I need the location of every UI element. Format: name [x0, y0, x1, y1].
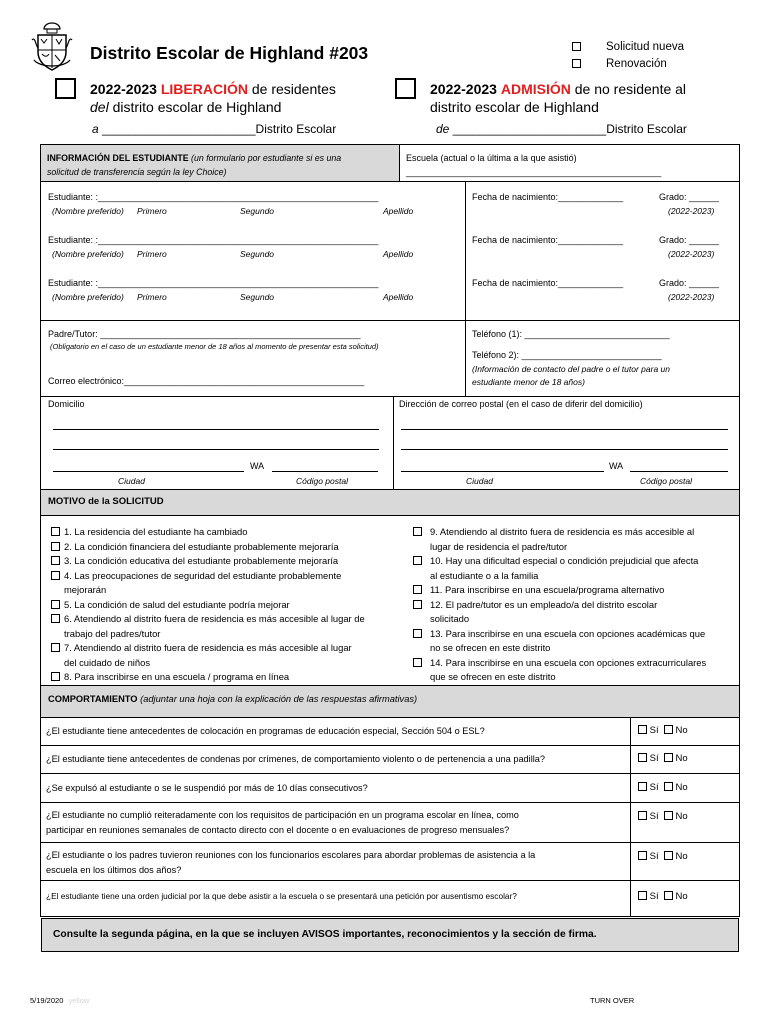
- notice-text: Consulte la segunda página, en la que se incluyen AVISOS importantes, reconocimientos y la sección de firma.: [53, 929, 597, 940]
- first-name-label: Primero: [137, 206, 167, 216]
- no-checkbox[interactable]: [664, 811, 673, 820]
- grade-year-label: (2022-2023): [668, 206, 715, 216]
- no-checkbox[interactable]: [664, 753, 673, 762]
- student-divider: [465, 181, 466, 320]
- mail-zip-line[interactable]: [630, 471, 728, 472]
- reason-item[interactable]: 14. Para inscribirse en una escuela con opciones extracurriculares que se ofrecen en este distrito: [413, 656, 735, 685]
- behavior-question: ¿El estudiante tiene una orden judicial por la que debe asistir a la escuela o se presentará una petición por ausentismo escolar?: [46, 891, 517, 901]
- release-district-line[interactable]: a _______________________Distrito Escolar: [92, 122, 337, 136]
- renewal-option[interactable]: Renovación: [572, 56, 684, 73]
- behavior-question: ¿El estudiante tiene antecedentes de condenas por crímenes, de comportamiento violento o de pertenencia a una padilla?: [46, 754, 546, 764]
- page-title: Distrito Escolar de Highland #203: [90, 43, 369, 63]
- guardian-divider: [465, 320, 466, 396]
- no-checkbox[interactable]: [664, 891, 673, 900]
- behavior-question: ¿El estudiante o los padres tuvieron reuniones con los funcionarios escolares para abordar problemas de asistencia a la escuela en los últimos dos años?: [46, 850, 536, 875]
- yes-checkbox[interactable]: [638, 725, 647, 734]
- grade-year-label: (2022-2023): [668, 292, 715, 302]
- release-title: 2022-2023 LIBERACIÓN de residentes del distrito escolar de Highland: [90, 81, 336, 115]
- reason-item[interactable]: 2. La condición financiera del estudiante probablemente mejoraría: [51, 540, 406, 555]
- admission-district-line[interactable]: de _______________________Distrito Escolar: [436, 122, 687, 136]
- grade-year-label: (2022-2023): [668, 249, 715, 259]
- reason-item[interactable]: 6. Atendiendo al distrito fuera de residencia es más accesible al lugar de trabajo del padres/tutor: [51, 612, 406, 641]
- yes-no-answer[interactable]: Sí No: [638, 725, 688, 736]
- first-name-label: Primero: [137, 292, 167, 302]
- reason-item[interactable]: 9. Atendiendo al distrito fuera de residencia es más accesible al lugar de residencia el padre/tutor: [413, 525, 735, 554]
- preferred-name-label: (Nombre preferido): [52, 249, 124, 259]
- reasons-heading: MOTIVO de la SOLICITUD: [48, 496, 164, 507]
- student-2-grade[interactable]: Grado: ______: [659, 235, 720, 245]
- preferred-name-label: (Nombre preferido): [52, 292, 124, 302]
- zip-label: Código postal: [640, 476, 692, 486]
- release-checkbox[interactable]: [55, 78, 76, 99]
- zip-label: Código postal: [296, 476, 348, 486]
- yes-no-answer[interactable]: Sí No: [638, 891, 688, 902]
- turn-over-label: TURN OVER: [590, 996, 635, 1005]
- address-city-line[interactable]: [53, 471, 244, 472]
- behavior-answer-divider: [630, 718, 631, 917]
- yes-no-answer[interactable]: Sí No: [638, 782, 688, 793]
- behavior-question: ¿El estudiante no cumplió reiteradamente con los requisitos de participación en un programa escolar en línea, como participar en reuniones semanales de contacto directo con el docente o en evaluaciones de progreso mensuales?: [46, 810, 519, 835]
- no-checkbox[interactable]: [664, 782, 673, 791]
- student-1-grade[interactable]: Grado: ______: [659, 192, 720, 202]
- reason-item[interactable]: 8. Para inscribirse en una escuela / programa en línea: [51, 670, 406, 685]
- last-name-label: Apellido: [383, 249, 414, 259]
- student-3-name[interactable]: Estudiante: :________________________________________________________: [48, 278, 379, 288]
- reason-item[interactable]: 10. Hay una dificultad especial o condición prejudicial que afecta al estudiante o a la familia: [413, 554, 735, 583]
- behavior-question: ¿El estudiante tiene antecedentes de colocación en programas de educación especial, Sección 504 o ESL?: [46, 726, 485, 736]
- reason-item[interactable]: 1. La residencia del estudiante ha cambiado: [51, 525, 406, 540]
- middle-name-label: Segundo: [240, 206, 275, 216]
- student-2-name[interactable]: Estudiante: :________________________________________________________: [48, 235, 379, 245]
- footer-date: 5/19/2020 yellow: [30, 996, 90, 1005]
- phone-note: (Información de contacto del padre o el tutor para un estudiante menor de 18 años): [472, 364, 670, 387]
- preferred-name-label: (Nombre preferido): [52, 206, 124, 216]
- reasons-right-column: [413, 525, 735, 685]
- student-3-dob[interactable]: Fecha de nacimiento:_____________: [472, 278, 624, 288]
- reason-item[interactable]: 3. La condición educativa del estudiante probablemente mejoraría: [51, 554, 406, 569]
- yes-checkbox[interactable]: [638, 851, 647, 860]
- yes-no-answer[interactable]: Sí No: [638, 811, 688, 822]
- reason-item[interactable]: 4. Las preocupaciones de seguridad del estudiante probablemente mejorarán: [51, 569, 406, 598]
- no-checkbox[interactable]: [664, 725, 673, 734]
- application-type: [572, 39, 684, 73]
- mail-line-1[interactable]: [401, 429, 728, 430]
- mailing-address-label: Dirección de correo postal (en el caso de diferir del domicilio): [399, 399, 643, 409]
- phone-2-field[interactable]: Teléfono 2): ____________________________: [472, 350, 662, 360]
- district-crest-logo: [30, 20, 74, 72]
- student-1-name[interactable]: Estudiante: :________________________________________________________: [48, 192, 379, 202]
- yes-checkbox[interactable]: [638, 782, 647, 791]
- yes-checkbox[interactable]: [638, 811, 647, 820]
- student-1-dob[interactable]: Fecha de nacimiento:_____________: [472, 192, 624, 202]
- phone-1-field[interactable]: Teléfono (1): _____________________________: [472, 329, 670, 339]
- reason-item[interactable]: 5. La condición de salud del estudiante podría mejorar: [51, 598, 406, 613]
- first-name-label: Primero: [137, 249, 167, 259]
- middle-name-label: Segundo: [240, 292, 275, 302]
- address-line-2[interactable]: [53, 449, 379, 450]
- admission-checkbox[interactable]: [395, 78, 416, 99]
- behavior-question: ¿Se expulsó al estudiante o se le suspendió por más de 10 días consecutivos?: [46, 783, 368, 793]
- city-label: Ciudad: [466, 476, 493, 486]
- middle-name-label: Segundo: [240, 249, 275, 259]
- behavior-heading: COMPORTAMIENTO (adjuntar una hoja con la explicación de las respuestas afirmativas): [48, 694, 418, 704]
- student-2-dob[interactable]: Fecha de nacimiento:_____________: [472, 235, 624, 245]
- yes-no-answer[interactable]: Sí No: [638, 851, 688, 862]
- student-info-heading: INFORMACIÓN DEL ESTUDIANTE (un formulario por estudiante si es una solicitud de transferencia según la ley Choice): [47, 153, 342, 177]
- address-label: Domicilio: [48, 399, 85, 409]
- yes-no-answer[interactable]: Sí No: [638, 753, 688, 764]
- last-name-label: Apellido: [383, 292, 414, 302]
- renewal-checkbox[interactable]: [572, 59, 581, 68]
- guardian-note: (Obligatorio en el caso de un estudiante menor de 18 años al momento de presentar esta solicitud): [50, 342, 379, 351]
- yes-checkbox[interactable]: [638, 891, 647, 900]
- city-label: Ciudad: [118, 476, 145, 486]
- reasons-left-column: [51, 525, 406, 685]
- last-name-label: Apellido: [383, 206, 414, 216]
- email-field[interactable]: Correo electrónico:________________________________________________: [48, 376, 365, 386]
- address-line-1[interactable]: [53, 429, 379, 430]
- guardian-field[interactable]: Padre/Tutor: ____________________________________________________: [48, 329, 361, 339]
- address-divider: [393, 396, 394, 489]
- new-application-option[interactable]: Solicitud nueva: [572, 39, 684, 56]
- reason-item[interactable]: 7. Atendiendo al distrito fuera de residencia es más accesible al lugar del cuidado de niños: [51, 641, 406, 670]
- new-application-checkbox[interactable]: [572, 42, 581, 51]
- yes-checkbox[interactable]: [638, 753, 647, 762]
- address-state: WA: [250, 461, 265, 471]
- reason-item[interactable]: 13. Para inscribirse en una escuela con opciones académicas que no se ofrecen en este distrito: [413, 627, 735, 656]
- no-checkbox[interactable]: [664, 851, 673, 860]
- mail-city-line[interactable]: [401, 471, 604, 472]
- reason-item[interactable]: 12. El padre/tutor es un empleado/a del distrito escolar solicitado: [413, 598, 735, 627]
- school-field[interactable]: Escuela (actual o la última a la que asistió) ___________________________________________________: [406, 153, 662, 177]
- admission-title: 2022-2023 ADMISIÓN de no residente al distrito escolar de Highland: [430, 81, 687, 115]
- mail-line-2[interactable]: [401, 449, 728, 450]
- mail-state: WA: [609, 461, 624, 471]
- student-3-grade[interactable]: Grado: ______: [659, 278, 720, 288]
- address-zip-line[interactable]: [272, 471, 378, 472]
- reason-item[interactable]: 11. Para inscribirse en una escuela/programa alternativo: [413, 583, 735, 598]
